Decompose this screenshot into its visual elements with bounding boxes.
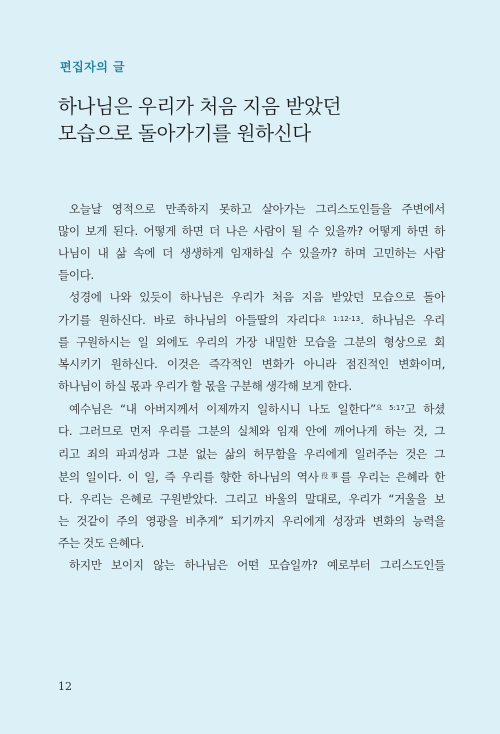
page-number: 12	[58, 680, 72, 693]
body-text	[58, 198, 445, 576]
body-line: 다. 그러므로 먼저 우리를 그분의 실체와 임재 안에 깨어나게 하는 것, 그	[58, 424, 445, 439]
body-line: 많이 보게 된다. 어떻게 하면 더 나은 사람이 될 수 있을까? 어떻게 하면 하	[58, 224, 445, 239]
body-line: 주는 것도 은혜다.	[58, 535, 144, 550]
body-line: 예수님은 “내 아버지께서 이제까지 일하시니 나도 일한다”$^{요 5:17}$고 하셨	[69, 402, 445, 417]
chapter-title	[58, 93, 341, 147]
title-line: 하나님은 우리가 처음 지음 받았던	[58, 95, 342, 118]
body-line: 나님이 내 삶 속에 더 생생하게 임재하실 수 있을까? 하며 고민하는 사람	[58, 246, 445, 261]
scripture-reference: 요 1:12-13	[319, 315, 361, 324]
body-line: 오늘날 영적으로 만족하지 못하고 살아가는 그리스도인들을 주변에서	[69, 202, 445, 216]
body-line: 는 것같이 주의 영광을 비추게” 되기까지 우리에게 성장과 변화의 능력을	[58, 513, 445, 528]
body-line: 성경에 나와 있듯이 하나님은 우리가 처음 지음 받았던 모습으로 돌아	[69, 290, 445, 305]
body-line: 하나님이 하실 몫과 우리가 할 몫을 구분해 생각해 보게 한다.	[58, 379, 352, 394]
body-line: 가기를 원하신다. 바로 하나님의 아들딸의 자리다$^{요 1:12-13}$. 하나님은 우리	[58, 313, 445, 328]
body-line: 복시키기 원하신다. 이것은 즉각적인 변화가 아니라 점진적인 변화이며,	[58, 357, 445, 372]
body-line: 를 구원하시는 일 외에도 우리의 가장 내밀한 모습을 그분의 형상으로 회	[58, 335, 445, 350]
scripture-reference: 요 5:17	[375, 404, 405, 413]
hanja-annotation: 役事	[318, 471, 341, 480]
body-line: 들이다.	[58, 268, 94, 283]
body-line: 다. 우리는 은혜로 구원받았다. 그리고 바울의 말대로, 우리가 “거울을 보	[58, 491, 445, 506]
body-line: 하지만 보이지 않는 하나님은 어떤 모습일까? 예로부터 그리스도인들	[69, 557, 445, 572]
title-line: 모습으로 돌아가기를 원하신다	[58, 122, 311, 145]
section-label: 편집자의 글	[60, 60, 126, 74]
body-line: 분의 일이다. 이 일, 즉 우리를 향한 하나님의 역사$^{役事}$를 우리는 은혜라 한	[58, 469, 446, 484]
body-line: 리고 죄의 파괴성과 그분 없는 삶의 허무함을 우리에게 일러주는 것은 그	[58, 446, 445, 461]
